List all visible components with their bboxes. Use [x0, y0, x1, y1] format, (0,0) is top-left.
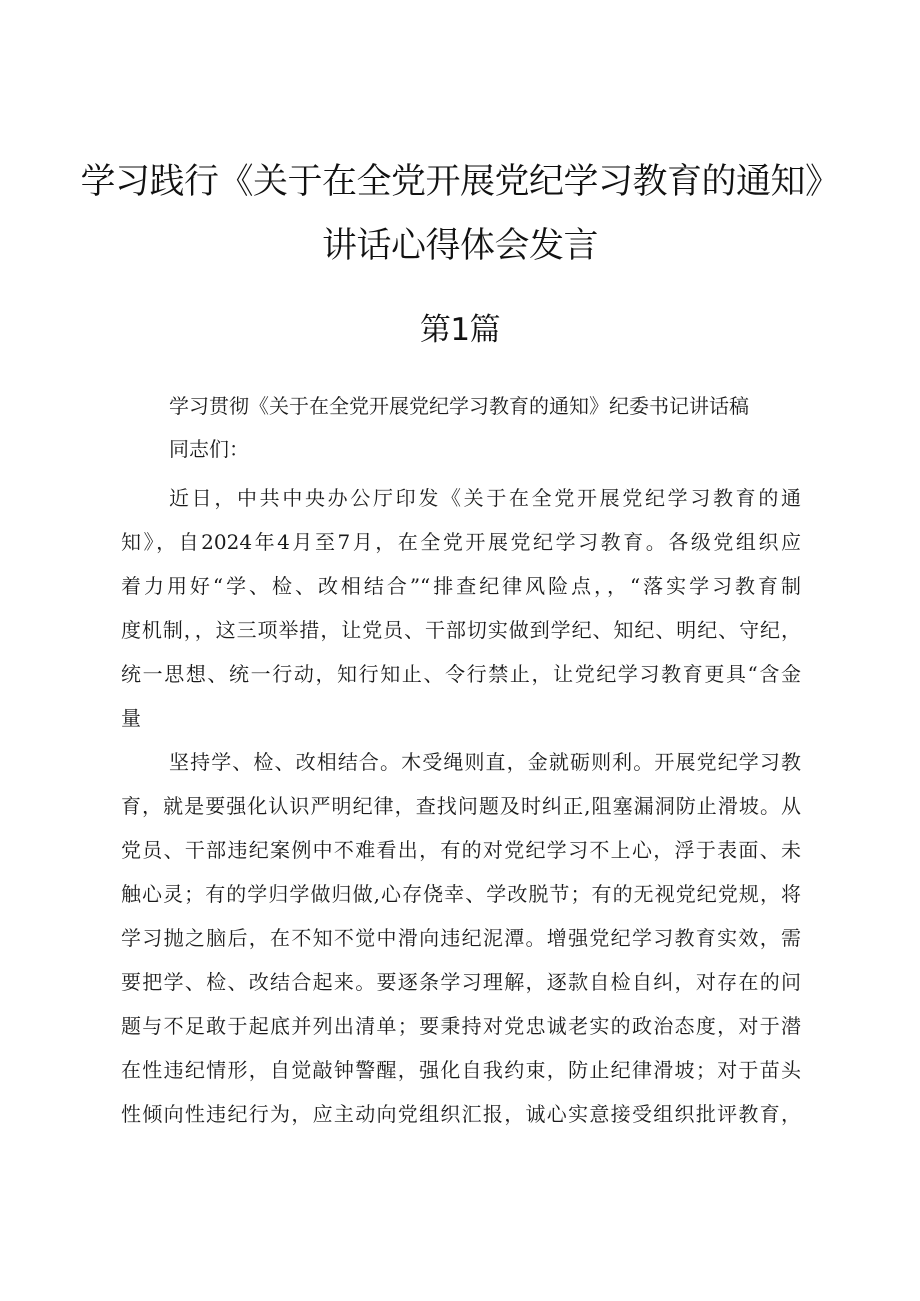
paragraph-2-line: 在性违纪情形，自觉敲钟警醒，强化自我约束，防止纪律滑坡；对于苗头	[121, 1058, 801, 1082]
paragraph-2-line: 党员、干部违纪案例中不难看出，有的对党纪学习不上心，浮于表面、未	[121, 838, 801, 862]
paragraph-1-line: 着力用好“学、检、改相结合”“排查纪律风险点，，“落实学习教育制	[121, 574, 801, 598]
document-title-line-2: 讲话心得体会发言	[321, 226, 598, 266]
chapter-heading: 第1篇	[419, 312, 501, 348]
paragraph-2-line: 学习抛之脑后，在不知不觉中滑向违纪泥潭。增强党纪学习教育实效，需	[121, 926, 801, 950]
paragraph-2-line: 要把学、检、改结合起来。要逐条学习理解，逐款自检自纠，对存在的问	[121, 970, 801, 994]
paragraph-1-line: 统一思想、统一行动，知行知止、令行禁止，让党纪学习教育更具“含金	[121, 662, 801, 686]
paragraph-2-line: 题与不足敢于起底并列出清单；要秉持对党忠诚老实的政治态度，对于潜	[121, 1014, 801, 1038]
salutation: 同志们：	[169, 437, 249, 461]
paragraph-1-line: 近日，中共中央办公厅印发《关于在全党开展党纪学习教育的通	[169, 486, 801, 510]
speech-subtitle: 学习贯彻《关于在全党开展党纪学习教育的通知》纪委书记讲话稿	[169, 394, 749, 418]
paragraph-1-line: 度机制，，这三项举措，让党员、干部切实做到学纪、知纪、明纪、守纪，	[121, 618, 801, 642]
paragraph-2-line: 坚持学、检、改相结合。木受绳则直，金就砺则利。开展党纪学习教	[169, 750, 801, 774]
paragraph-2-line: 性倾向性违纪行为，应主动向党组织汇报，诚心实意接受组织批评教育，	[121, 1102, 801, 1126]
paragraph-2-line: 触心灵；有的学归学做归做,心存侥幸、学改脱节；有的无视党纪党规，将	[121, 882, 801, 906]
paragraph-2-line: 育，就是要强化认识严明纪律，查找问题及时纠正,阻塞漏洞防止滑坡。从	[121, 794, 801, 818]
paragraph-1-line: 量	[121, 706, 141, 730]
document-title-line-1: 学习践行《关于在全党开展党纪学习教育的通知》	[80, 162, 840, 202]
paragraph-1-line: 知》，自2024年4月至7月，在全党开展党纪学习教育。各级党组织应	[121, 530, 801, 554]
